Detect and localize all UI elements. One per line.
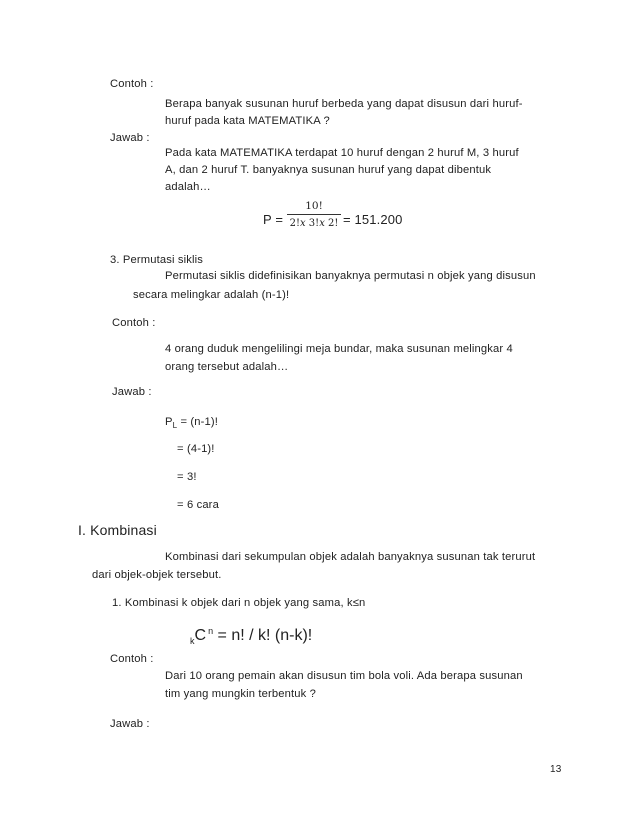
fraction-bar xyxy=(287,214,341,215)
solution-step-1 xyxy=(165,415,218,430)
jawab-label-3: Jawab : xyxy=(110,718,150,730)
question-line: 4 orang duduk mengelilingi meja bundar, maka susunan melingkar 4 xyxy=(165,343,513,355)
list-item-kombinasi: 1. Kombinasi k objek dari n objek yang sama, k≤n xyxy=(112,597,366,609)
jawab-label-2: Jawab : xyxy=(112,386,152,398)
contoh-label-1: Contoh : xyxy=(110,78,154,90)
formula-rhs: = 151.200 xyxy=(343,212,403,227)
solution-step-3: = 3! xyxy=(177,471,197,483)
answer-line: adalah… xyxy=(165,181,211,193)
question-line: Berapa banyak susunan huruf berbeda yang dapat disusun dari huruf- xyxy=(165,98,523,110)
question-line: orang tersebut adalah… xyxy=(165,361,289,373)
question-line: huruf pada kata MATEMATIKA ? xyxy=(165,115,330,127)
definition-line: Kombinasi dari sekumpulan objek adalah banyaknya susunan tak terurut xyxy=(165,551,536,563)
page-number: 13 xyxy=(550,764,562,775)
question-line: tim yang mungkin terbentuk ? xyxy=(165,688,316,700)
section-heading-kombinasi: I. Kombinasi xyxy=(78,522,157,538)
definition-line: secara melingkar adalah (n-1)! xyxy=(133,289,290,301)
fraction-numerator: 10! xyxy=(305,200,323,212)
definition-line: dari objek-objek tersebut. xyxy=(92,569,222,581)
section-heading-permutasi-siklis: 3. Permutasi siklis xyxy=(110,254,203,266)
step1-rest: = (n-1)! xyxy=(177,416,219,428)
p-subscript: L xyxy=(172,421,178,430)
formula-lhs: P = xyxy=(263,212,284,227)
formula-c: C xyxy=(194,627,207,644)
formula-fraction xyxy=(287,200,341,230)
solution-step-2: = (4-1)! xyxy=(177,443,215,455)
definition-line: Permutasi siklis didefinisikan banyaknya permutasi n objek yang disusun xyxy=(165,270,536,282)
jawab-label-1: Jawab : xyxy=(110,132,150,144)
formula-rest: = n! / k! (n-k)! xyxy=(213,627,313,644)
solution-step-4: = 6 cara xyxy=(177,499,219,511)
formula-subscript-k: k xyxy=(190,636,195,646)
contoh-label-2: Contoh : xyxy=(112,317,156,329)
answer-line: Pada kata MATEMATIKA terdapat 10 huruf dengan 2 huruf M, 3 huruf xyxy=(165,147,519,159)
p-symbol: P xyxy=(165,416,173,428)
answer-line: A, dan 2 huruf T. banyaknya susunan huruf yang dapat dibentuk xyxy=(165,164,492,176)
combination-formula xyxy=(190,627,312,645)
question-line: Dari 10 orang pemain akan disusun tim bola voli. Ada berapa susunan xyxy=(165,670,523,682)
contoh-label-3: Contoh : xyxy=(110,653,154,665)
fraction-denominator: 2!𝑥 3!𝑥 2! xyxy=(289,218,339,229)
formula-superscript-n: n xyxy=(208,626,214,636)
